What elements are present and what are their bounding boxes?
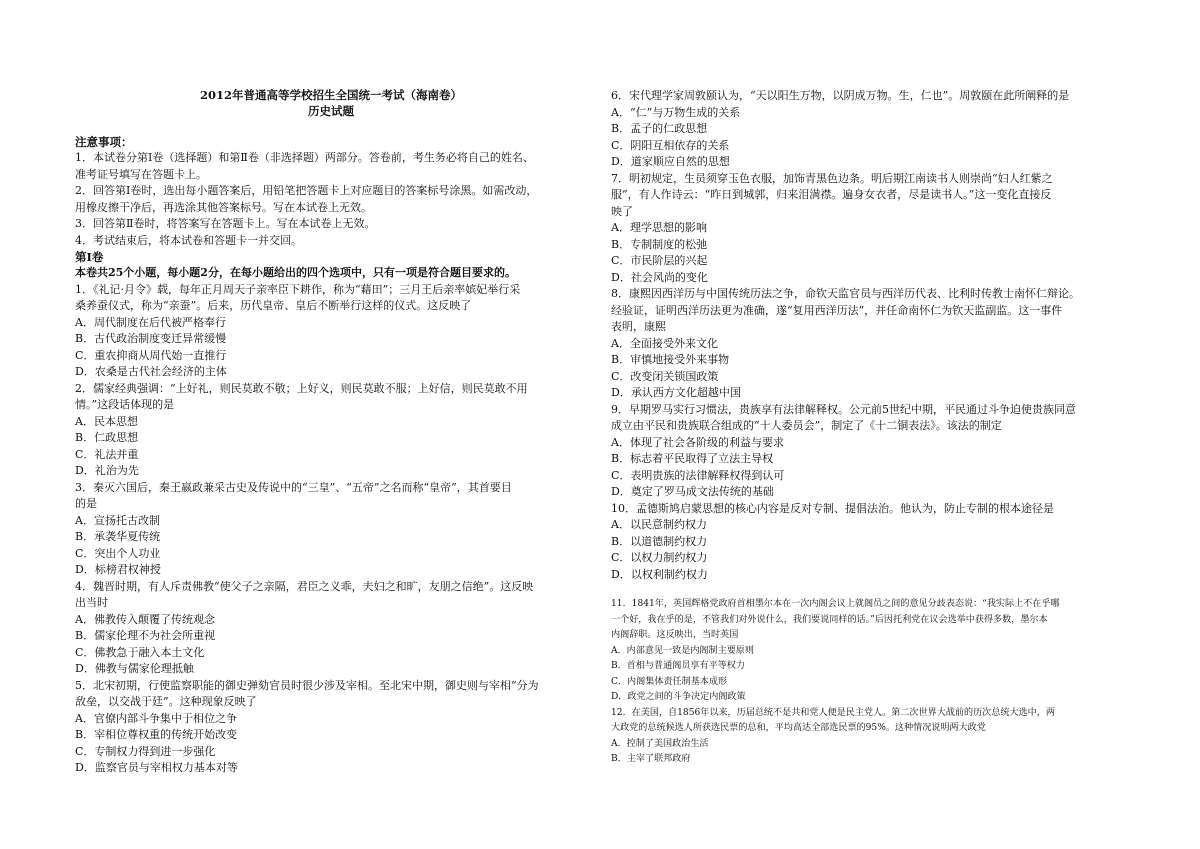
question-line: D．道家顺应自然的思想 <box>611 155 730 168</box>
question-line: 7．明初规定，生员须穿玉色衣服，加饰青黑色边条。明后期江南读书人则崇尚“妇人红紫之 <box>611 171 1053 185</box>
question-line: C．阴阳互相依存的关系 <box>611 138 730 152</box>
question-line: D．承认西方文化超越中国 <box>611 386 741 399</box>
question-line: 8．康熙因西洋历与中国传统历法之争，命钦天监官员与西洋历代表、比利时传教士南怀仁辩论。 <box>611 287 1080 300</box>
question-line: A．宣扬托古改制 <box>75 513 160 527</box>
notice-line: 2．回答第Ⅰ卷时，选出每小题答案后，用铅笔把答题卡上对应题目的答案标号涂黑。如需改动， <box>75 184 538 197</box>
question-line: B．仁政思想 <box>75 431 139 444</box>
question-line: A．民本思想 <box>75 414 138 428</box>
question-line: 11．1841年，英国辉格党政府首相墨尔本在一次内阁会议上就阁员之间的意见分歧表态说：“我实际上不在乎哪 <box>611 599 1060 609</box>
question-line: B．专制制度的松弛 <box>611 237 708 251</box>
question-line: 的是 <box>75 497 97 510</box>
question-line: A．全面接受外来文化 <box>611 336 718 350</box>
question-line: C．专制权力得到进一步强化 <box>75 744 216 758</box>
notice-heading: 注意事项： <box>75 135 133 149</box>
question-line: A．官僚内部斗争集中于相位之争 <box>75 711 237 725</box>
question-line: 6．宋代理学家周敦颐认为，“天以阳生万物，以阴成万物。生，仁也”。周敦颐在此所阐释的是 <box>611 89 1070 102</box>
notice-line: 用橡皮擦干净后，再选涂其他答案标号。写在本试卷上无效。 <box>75 200 372 214</box>
question-line: 映了 <box>611 204 633 218</box>
section-instruction: 本卷共25个小题，每小题2分，在每小题给出的四个选项中，只有一项是符合题目要求的。 <box>75 266 516 279</box>
question-line: C．佛教急于融入本土文化 <box>75 645 205 659</box>
question-line: B．孟子的仁政思想 <box>611 122 708 135</box>
question-line: 12．在美国，自1856年以来，历届总统不是共和党人便是民主党人。第二次世界大战前的历次总统大选中，两 <box>611 707 1055 718</box>
notice-list <box>75 150 587 249</box>
right-column <box>611 88 1131 768</box>
question-line: 10．孟德斯鸠启蒙思想的核心内容是反对专制、提倡法治。他认为，防止专制的根本途径是 <box>611 501 1054 515</box>
question-line: A．控制了美国政治生活 <box>611 738 709 749</box>
question-line: D．奠定了罗马成文法传统的基础 <box>611 485 774 498</box>
question-line: A．体现了社会各阶级的利益与要求 <box>611 435 784 449</box>
section-heading: 第Ⅰ卷 <box>75 250 104 264</box>
question-line: B．宰相位尊权重的传统开始改变 <box>75 728 238 741</box>
question-line: C．市民阶层的兴起 <box>611 254 708 267</box>
question-line: D．农桑是古代社会经济的主体 <box>75 365 227 378</box>
question-line: A．周代制度在后代被严格奉行 <box>75 315 226 329</box>
question-line: 2．儒家经典强调：“上好礼，则民莫敢不敬；上好义，则民莫敢不服；上好信，则民莫敢不用 <box>75 381 528 395</box>
question-line: A．“仁”与万物生成的关系 <box>611 105 741 119</box>
question-line: 内阁辞职。这反映出，当时英国 <box>611 630 739 640</box>
spacer <box>75 120 587 134</box>
question-line: B．承袭华夏传统 <box>75 530 161 543</box>
question-line: C．以权力制约权力 <box>611 551 708 564</box>
question-line: A．以民意制约权力 <box>611 518 707 531</box>
notice-line: 1．本试卷分第Ⅰ卷（选择题）和第Ⅱ卷（非选择题）两部分。答卷前，考生务必将自己的姓名、 <box>75 151 534 164</box>
question-line: 一个好，我在乎的是，不管我们对外说什么，我们要说同样的话。”后因托利党在议会选举中获得多数，墨尔本 <box>611 614 1048 625</box>
right-questions-small <box>611 597 1131 768</box>
spacer <box>611 583 1131 597</box>
left-questions <box>75 282 587 777</box>
question-line: 经验证，证明西洋历法更为准确，遂“复用西洋历法”，并任命南怀仁为钦天监副监。这一事件 <box>611 303 1063 317</box>
question-line: A．佛教传入颠覆了传统观念 <box>75 612 215 626</box>
question-line: B．主宰了联邦政府 <box>611 754 691 764</box>
question-line: 敌垒，以交战于廷”。这种现象反映了 <box>75 695 257 708</box>
question-line: B．标志着平民取得了立法主导权 <box>611 452 774 465</box>
question-line: A．理学思想的影响 <box>611 221 707 234</box>
question-line: 5．北宋初期，行使监察职能的御史弹劾官员时很少涉及宰相。至北宋中期，御史则与宰相“分为 <box>75 678 539 692</box>
question-line: B．审慎地接受外来事物 <box>611 353 730 366</box>
question-line: 出当时 <box>75 596 108 609</box>
question-line: D．佛教与儒家伦理抵触 <box>75 662 194 675</box>
question-line: 3．秦灭六国后，秦王嬴政兼采古史及传说中的“三皇”、“五帝”之名而称“皇帝”，其首要目 <box>75 480 512 494</box>
question-line: C．改变闭关锁国政策 <box>611 369 719 383</box>
question-line: C．表明贵族的法律解释权得到认可 <box>611 468 785 482</box>
question-line: C．重农抑商从周代始一直推行 <box>75 348 227 362</box>
notice-line: 3．回答第Ⅱ卷时，将答案写在答题卡上。写在本试卷上无效。 <box>75 217 376 230</box>
question-line: C．礼法并重 <box>75 447 139 461</box>
notice-line: 4．考试结束后，将本试卷和答题卡一并交回。 <box>75 233 302 247</box>
question-line: 情。”这段话体现的是 <box>75 398 175 411</box>
left-column <box>75 88 587 777</box>
question-line: 服”，有人作诗云：“昨日到城郭，归来泪满襟。遍身女衣者，尽是读书人。”这一变化直接反 <box>611 188 1052 201</box>
question-line: C．内阁集体责任制基本成形 <box>611 676 728 687</box>
question-line: 1．《礼记·月令》载，每年正月周天子亲率臣下耕作，称为“藉田”；三月王后亲率嫔妃举行采 <box>75 282 521 296</box>
question-line: D．政党之间的斗争决定内阁政策 <box>611 692 746 702</box>
question-line: 4．魏晋时期，有人斥责佛教“使父子之亲隔，君臣之义乖，夫妇之和旷，友朋之信绝”。这反映 <box>75 579 534 593</box>
notice-line: 准考证号填写在答题卡上。 <box>75 167 207 181</box>
exam-title: 2012年普通高等学校招生全国统一考试（海南卷） <box>199 88 462 102</box>
question-line: C．突出个人功业 <box>75 546 161 560</box>
question-line: 大政党的总统候选人所获选民票的总和，平均高达全部选民票的95%。这种情况说明两大政党 <box>611 723 986 733</box>
question-line: B．古代政治制度变迁异常缓慢 <box>75 332 227 345</box>
question-line: B．首相与普通阁员享有平等权力 <box>611 661 745 671</box>
question-line: D．以权利制约权力 <box>611 567 708 581</box>
question-line: 9．早期罗马实行习惯法，贵族享有法律解释权。公元前5世纪中期，平民通过斗争迫使贵族同意 <box>611 402 1076 416</box>
question-line: 桑养蚕仪式，称为“亲蚕”。后来，历代皇帝、皇后不断举行这样的仪式。这反映了 <box>75 299 472 312</box>
question-line: D．监察官员与宰相权力基本对等 <box>75 761 238 774</box>
question-line: D．礼治为先 <box>75 464 139 477</box>
question-line: B．以道德制约权力 <box>611 534 708 548</box>
question-line: D．标榜君权神授 <box>75 563 161 576</box>
exam-subtitle: 历史试题 <box>308 104 354 118</box>
question-line: A．内部意见一致是内阁制主要原则 <box>611 645 754 656</box>
question-line: 成立由平民和贵族联合组成的“十人委员会”，制定了《十二铜表法》。该法的制定 <box>611 419 1002 432</box>
question-line: 表明，康熙 <box>611 320 666 333</box>
right-questions <box>611 88 1131 583</box>
question-line: B．儒家伦理不为社会所重视 <box>75 629 216 642</box>
question-line: D．社会风尚的变化 <box>611 270 708 284</box>
